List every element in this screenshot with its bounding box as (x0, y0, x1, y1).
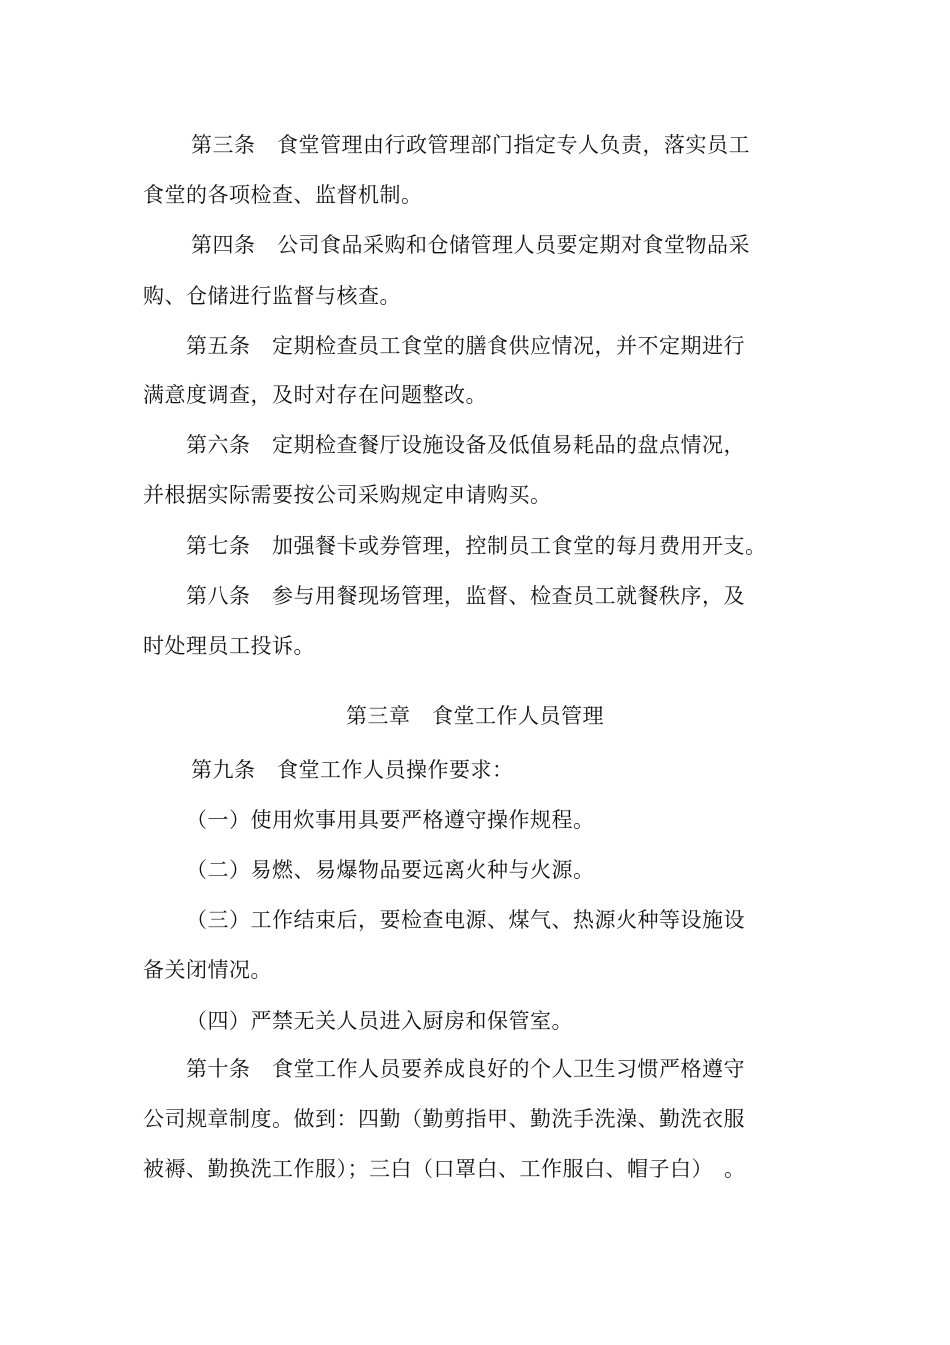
article-5-line-2: 满意度调查，及时对存在问题整改。 (143, 383, 487, 407)
article-6-line-1: 第六条 定期检查餐厅设施设备及低值易耗品的盘点情况， (186, 433, 745, 457)
chapter-3-heading: 第三章 食堂工作人员管理 (346, 704, 604, 728)
article-8-line-2: 时处理员工投诉。 (143, 634, 315, 658)
article-10-line-1: 第十条 食堂工作人员要养成良好的个人卫生习惯严格遵守 (186, 1057, 745, 1081)
article-5-line-1: 第五条 定期检查员工食堂的膳食供应情况，并不定期进行 (186, 334, 745, 358)
item-4: （四）严禁无关人员进入厨房和保管室。 (186, 1009, 573, 1033)
item-3-line-2: 备关闭情况。 (143, 958, 272, 982)
item-2: （二）易燃、易爆物品要远离火种与火源。 (186, 858, 595, 882)
item-3-line-1: （三）工作结束后，要检查电源、煤气、热源火种等设施设 (186, 908, 745, 932)
article-4-line-1: 第四条 公司食品采购和仓储管理人员要定期对食堂物品采 (191, 233, 750, 257)
article-9-line-1: 第九条 食堂工作人员操作要求： (191, 758, 514, 782)
article-7-line-1: 第七条 加强餐卡或券管理，控制员工食堂的每月费用开支。 (186, 534, 767, 558)
article-3-line-1: 第三条 食堂管理由行政管理部门指定专人负责，落实员工 (191, 133, 750, 157)
article-6-line-2: 并根据实际需要按公司采购规定申请购买。 (143, 483, 552, 507)
article-10-line-3: 被褥、勤换洗工作服）；三白（口罩白、工作服白、帽子白） 。 (143, 1157, 746, 1181)
item-1: （一）使用炊事用具要严格遵守操作规程。 (186, 808, 595, 832)
article-3-line-2: 食堂的各项检查、监督机制。 (143, 183, 423, 207)
article-4-line-2: 购、仓储进行监督与核查。 (143, 284, 401, 308)
article-10-line-2: 公司规章制度。做到：四勤（勤剪指甲、勤洗手洗澡、勤洗衣服 (143, 1107, 745, 1131)
article-8-line-1: 第八条 参与用餐现场管理，监督、检查员工就餐秩序，及 (186, 584, 745, 608)
